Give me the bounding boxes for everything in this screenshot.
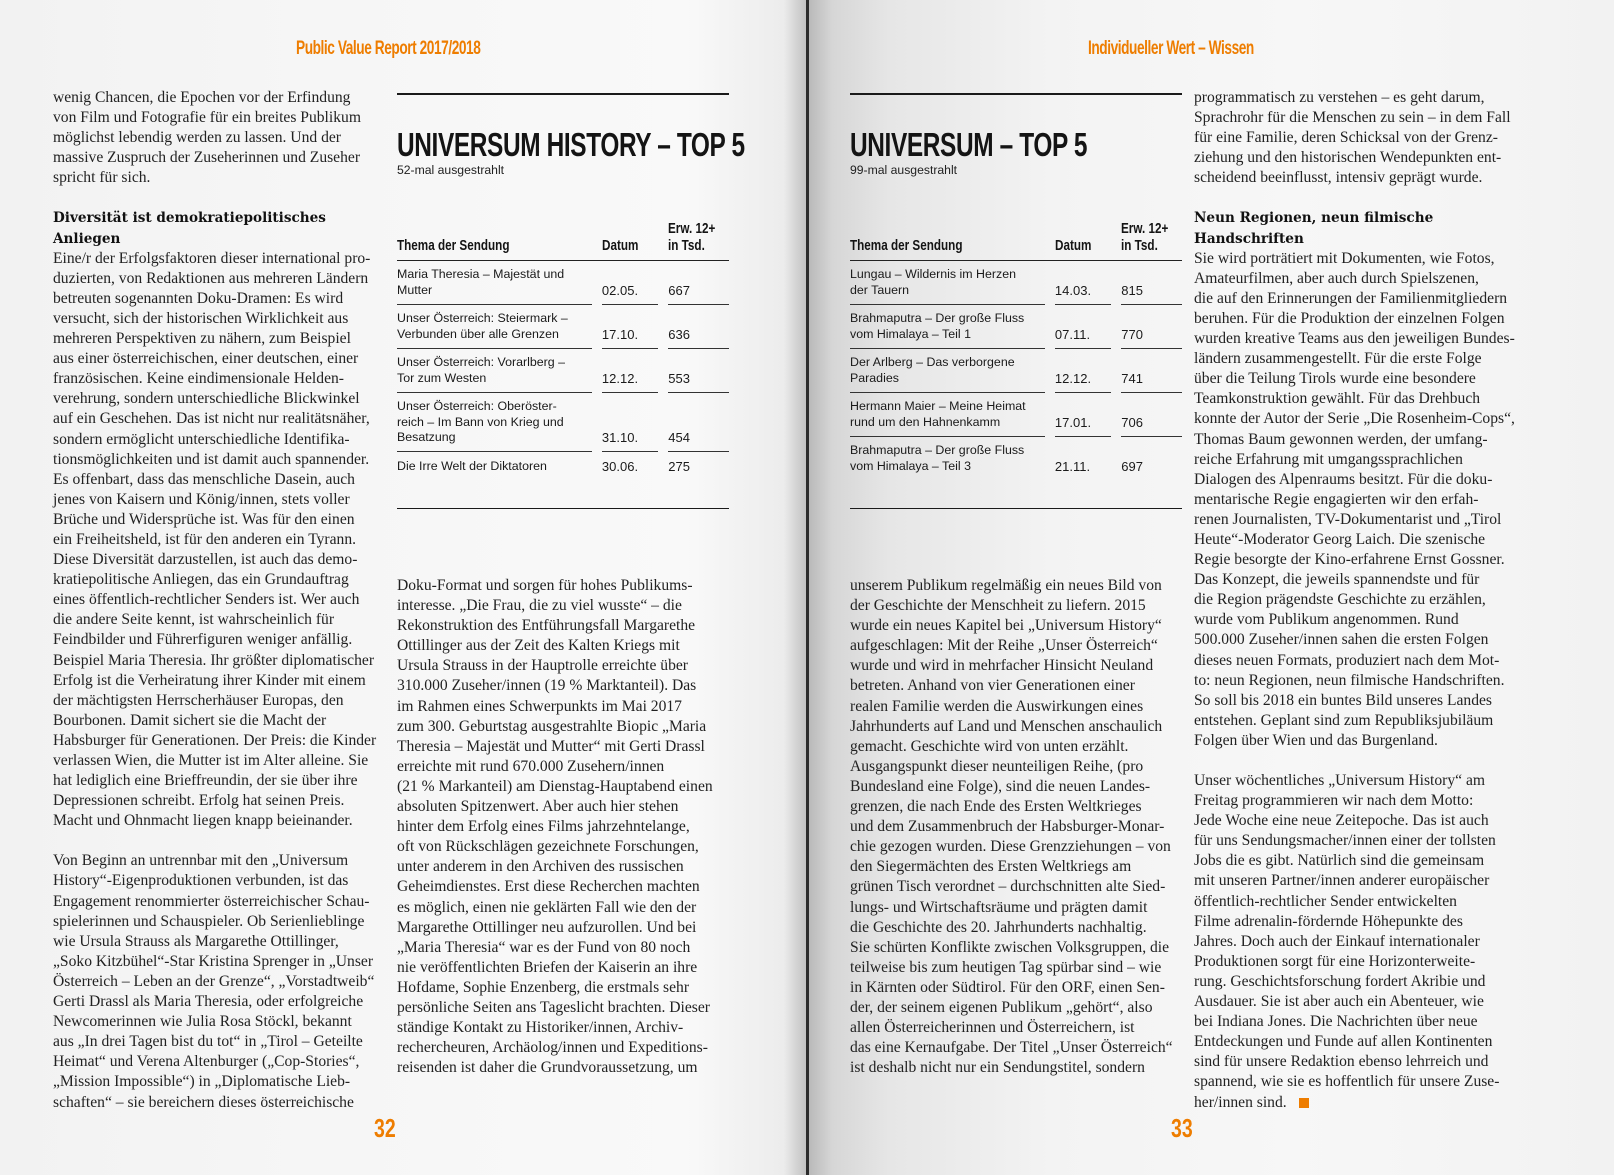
text-line: scheidend beeinflusst, intensiv geprägt wurde. bbox=[1194, 169, 1483, 187]
text-line: Geheimdienstes. Erst diese Recherchen machten bbox=[397, 878, 700, 896]
text-line: bei Indiana Jones. Die Nachrichten über neue bbox=[1194, 1013, 1478, 1031]
text-line: erreichte mit rund 670.000 Zusehern/innen bbox=[397, 757, 665, 775]
text-line: her/innen sind. bbox=[1194, 1093, 1544, 1113]
viewers-thousands: 741 bbox=[1121, 349, 1182, 393]
paragraph bbox=[53, 249, 383, 832]
text-line: nie veröffentlichten Briefen der Kaiserin an ihre bbox=[397, 958, 698, 976]
text-line: Freitag programmieren wir nach dem Motto: bbox=[1194, 792, 1474, 810]
viewers-thousands: 275 bbox=[668, 458, 690, 474]
text-line: Newcomerinnen wie Julia Rosa Stöckl, bekannt bbox=[53, 1013, 352, 1031]
episode-title: Die Irre Welt der Diktatoren bbox=[397, 458, 547, 473]
episode-title: Brahmaputra – Der große Fluss vom Himalaya – Teil 3 bbox=[850, 443, 1025, 473]
text-line: Habsburger für Generationen. Der Preis: die Kinder bbox=[53, 731, 377, 749]
text-line: Ausgangspunkt dieser neunteiligen Reihe, (pro bbox=[850, 757, 1144, 775]
paragraph bbox=[850, 576, 1190, 1078]
text-line: 500.000 Zuseher/innen sahen die ersten Folgen bbox=[1194, 631, 1489, 649]
text-line: Amateurfilmen, aber auch durch Spielszenen, bbox=[1194, 269, 1479, 287]
text-line: lungs- und Wirtschaftsräume und prägten damit bbox=[850, 898, 1148, 916]
broadcast-date: 17.01. bbox=[1055, 393, 1121, 437]
text-line: für uns Sendungsmacher/innen einer der tollsten bbox=[1194, 832, 1496, 850]
viewers-thousands: 815 bbox=[1121, 261, 1182, 305]
text-line: „Maria Theresia“ war es der Fund von 80 noch bbox=[397, 938, 691, 956]
text-line: wurden kreative Teams aus den jeweiligen Bundes- bbox=[1194, 330, 1515, 348]
text-line: persönliche Seiten ans Tageslicht brachten. Dieser bbox=[397, 998, 710, 1016]
section-heading: Neun Regionen, neun filmische Handschriften bbox=[1194, 210, 1434, 247]
text-line: wurde ein neues Kapitel bei „Universum History“ bbox=[850, 617, 1162, 635]
text-line: interesse. „Die Frau, die zu viel wusste“ – die bbox=[397, 597, 682, 615]
text-line: ländern zusammengestellt. Für die erste Folge bbox=[1194, 350, 1482, 368]
text-line: aus „In drei Tagen bist du tot“ in „Tirol – Geteilte bbox=[53, 1033, 363, 1051]
box-rule-bottom bbox=[397, 508, 729, 509]
text-line: mentarische Regie engagierten wir den erfah- bbox=[1194, 490, 1479, 508]
text-line: der mächtigsten Herrscherhäuser Europas, den bbox=[53, 691, 344, 709]
text-line: Entdeckungen und Funde auf allen Kontinenten bbox=[1194, 1033, 1493, 1051]
right-column-2 bbox=[1194, 88, 1544, 1133]
episode-title: Unser Österreich: Oberöster- reich – Im Bann von Krieg und Besatzung bbox=[397, 393, 602, 453]
table-row bbox=[397, 261, 729, 305]
text-line: möglichst lebendig werden zu lassen. Und der bbox=[53, 129, 341, 147]
broadcast-date: 17.10. bbox=[602, 305, 668, 349]
box-rule-top bbox=[397, 93, 729, 95]
text-line: spielerinnen und Schauspieler. Ob Serienlieblinge bbox=[53, 912, 365, 930]
text-line: Jahrhunderts auf Land und Menschen anschaulich bbox=[850, 717, 1163, 735]
episode-title: Hermann Maier – Meine Heimat rund um den Hahnenkamm bbox=[850, 393, 1055, 437]
text-line: Sie wird porträtiert mit Dokumenten, wie Fotos, bbox=[1194, 249, 1495, 267]
text-line: Engagement renommierter österreichischer Schau- bbox=[53, 892, 370, 910]
table-header-row bbox=[397, 220, 729, 261]
text-line: Bundesland eine Folge), sind die neuen Landes- bbox=[850, 777, 1151, 795]
text-line: das eine Kernaufgabe. Der Titel „Unser Österreich“ bbox=[850, 1039, 1173, 1057]
table-row bbox=[397, 453, 729, 482]
text-line: die Geschichte des 20. Jahrhunderts nachhaltig. bbox=[850, 918, 1147, 936]
text-line: von Film und Fotografie für ein breites Publikum bbox=[53, 109, 361, 127]
text-line: auf ein Geschehen. Das ist nicht nur realitätsnäher, bbox=[53, 410, 370, 428]
text-line: absoluten Spitzenwert. Aber auch hier stehen bbox=[397, 798, 679, 816]
text-line: to: neun Regionen, neun filmische Handschriften. bbox=[1194, 671, 1505, 689]
text-line: Jede Woche eine neue Zeitepoche. Das ist auch bbox=[1194, 812, 1489, 830]
text-line: hat lediglich eine Brieffreundin, der sie über ihre bbox=[53, 772, 358, 790]
text-line: französischen. Keine eindimensionale Helden- bbox=[53, 370, 344, 388]
page-number: 32 bbox=[374, 1113, 396, 1143]
column-header-title: Thema der Sendung bbox=[850, 220, 1055, 261]
text-line: Feindbilder und Führerfiguren weniger anfällig. bbox=[53, 631, 353, 649]
right-column-1 bbox=[850, 576, 1190, 1098]
broadcast-date: 12.12. bbox=[1055, 349, 1121, 393]
text-line: es möglich, einen nie geklärten Fall wie den der bbox=[397, 898, 697, 916]
text-line: reiche Erfahrung mit umgangssprachlichen bbox=[1194, 450, 1463, 468]
table-row bbox=[850, 305, 1182, 349]
text-line: Rekonstruktion des Entführungsfall Margarethe bbox=[397, 617, 696, 635]
text-line: Beispiel Maria Theresia. Ihr größter diplomatischer bbox=[53, 651, 375, 669]
text-line: den Siegermächten des Ersten Weltkriegs am bbox=[850, 858, 1132, 876]
text-line: Es offenbart, dass das menschliche Dasein, auch bbox=[53, 470, 355, 488]
box-subtitle: 52-mal ausgestrahlt bbox=[397, 163, 505, 177]
text-line: chie gezogen wurden. Diese Grenzziehungen – von bbox=[850, 838, 1171, 856]
text-line: 310.000 Zuseher/innen (19 % Marktanteil). Das bbox=[397, 677, 697, 695]
top5-box-universum bbox=[850, 93, 1182, 474]
table-row bbox=[850, 349, 1182, 393]
text-line: oft von Rückschlägen gezeichnete Forschungen, bbox=[397, 838, 699, 856]
text-line: der, der seinem eigenen Publikum „gehört“, also bbox=[850, 998, 1153, 1016]
viewers-thousands: 553 bbox=[668, 349, 729, 393]
text-line: betreuten sogenannten Doku-Dramen: Es wird bbox=[53, 289, 344, 307]
text-line: Doku-Format und sorgen für hohes Publikums- bbox=[397, 577, 693, 594]
table-row bbox=[850, 261, 1182, 305]
paragraph bbox=[53, 851, 383, 1112]
viewers-thousands: 697 bbox=[1121, 458, 1143, 474]
text-line: Brüche und Widersprüche ist. Was für den einen bbox=[53, 510, 355, 528]
text-line: mehreren Perspektiven zu nähern, zum Beispiel bbox=[53, 330, 351, 348]
text-line: beruhen. Für die Produktion der einzelnen Folgen bbox=[1194, 309, 1505, 327]
text-line: History“-Eigenproduktionen verbunden, ist das bbox=[53, 872, 349, 890]
top5-table bbox=[397, 220, 729, 481]
text-line: teilweise bis zum heutigen Tag spürbar sind – wie bbox=[850, 958, 1162, 976]
broadcast-date: 21.11. bbox=[1054, 458, 1091, 474]
text-line: Filme adrenalin-fördernde Höhepunkte des bbox=[1194, 912, 1463, 930]
text-line: realen Familie werden die Auswirkungen eines bbox=[850, 697, 1144, 715]
text-line: rechercheuren, Archäolog/innen und Expeditions- bbox=[397, 1039, 708, 1057]
text-line: rung. Geschichtsforschung fordert Akribie und bbox=[1194, 972, 1486, 990]
text-line: verlassen Wien, die Mutter ist im Alter alleine. Sie bbox=[53, 752, 369, 769]
end-of-article-square-icon bbox=[1299, 1098, 1309, 1108]
text-line: Jahres. Doch auch der Einkauf internationaler bbox=[1194, 932, 1480, 950]
text-line: ziehung und den historischen Wendepunkten ent- bbox=[1194, 149, 1502, 167]
text-line: Ausdauer. Sie ist aber auch ein Abenteuer, wie bbox=[1194, 993, 1484, 1011]
text-line: massive Zuspruch der Zuseherinnen und Zuseher bbox=[53, 149, 361, 167]
text-line: Eine/r der Erfolgsfaktoren dieser international pro- bbox=[53, 249, 371, 267]
text-line: wurde vom Publikum angenommen. Rund bbox=[1194, 611, 1459, 629]
text-line: über die Teilung Tirols wurde eine besondere bbox=[1194, 370, 1476, 388]
viewers-thousands: 454 bbox=[668, 393, 729, 453]
text-line: betreten. Anhand von vier Generationen einer bbox=[850, 677, 1135, 695]
text-line: kratiepolitische Anliegen, das ein Grundauftrag bbox=[53, 571, 349, 589]
text-line: konnte der Autor der Serie „Die Rosenheim-Cops“, bbox=[1194, 410, 1515, 428]
text-line: hinter dem Erfolg eines Films jahrzehntelange, bbox=[397, 818, 690, 836]
section-heading: Diversität ist demokratiepolitisches Anliegen bbox=[53, 210, 326, 247]
text-line: Heute“-Moderator Georg Laich. Die szenische bbox=[1194, 530, 1486, 548]
text-line: der Geschichte der Menschheit zu liefern. 2015 bbox=[850, 597, 1146, 615]
text-line: sind für unsere Redaktion ebenso lehrreich und bbox=[1194, 1053, 1489, 1071]
text-line: grenzen, die nach Ende des Ersten Weltkrieges bbox=[850, 798, 1142, 816]
text-line: Macht und Ohnmacht liegen knapp beieinander. bbox=[53, 812, 353, 830]
column-header-date: Datum bbox=[602, 220, 668, 261]
box-subtitle: 99-mal ausgestrahlt bbox=[850, 163, 958, 177]
text-line: Theresia – Majestät und Mutter“ mit Gerti Drassl bbox=[397, 737, 705, 755]
text-line: Von Beginn an untrennbar mit den „Universum bbox=[53, 852, 349, 870]
text-line: Produktionen sorgt für eine Horizonterweite- bbox=[1194, 952, 1476, 970]
text-line: (21 % Markanteil) am Dienstag-Hauptabend einen bbox=[397, 777, 713, 795]
text-line: grünen Tisch verordnet – durchschnitten alte Sied- bbox=[850, 878, 1166, 896]
top5-box-universum-history bbox=[397, 93, 745, 474]
text-line: ein Freiheitsheld, ist für den anderen ein Tyrann. bbox=[53, 530, 357, 548]
text-line: zum 300. Geburtstag ausgestrahlte Biopic „Maria bbox=[397, 717, 707, 735]
text-line: Gerti Drassl als Maria Theresia, oder erfolgreiche bbox=[53, 993, 364, 1011]
text-line: Unser wöchentliches „Universum History“ am bbox=[1194, 772, 1486, 789]
running-head: Individueller Wert – Wissen bbox=[1088, 38, 1254, 59]
page-number: 33 bbox=[1171, 1113, 1193, 1143]
viewers-thousands: 770 bbox=[1121, 305, 1182, 349]
text-line: Folgen über Wien und das Burgenland. bbox=[1194, 731, 1438, 749]
text-line: Das Konzept, die jeweils spannendste und für bbox=[1194, 571, 1480, 589]
table-header-row bbox=[850, 220, 1182, 261]
text-line: versucht, sich der historischen Wirklichkeit aus bbox=[53, 309, 349, 327]
text-line: verehrung, sondern unterschiedliche Blickwinkel bbox=[53, 390, 360, 408]
text-line: Ottillinger aus der Zeit des Kalten Kriegs mit bbox=[397, 637, 680, 655]
viewers-thousands: 667 bbox=[668, 261, 729, 305]
box-rule-top bbox=[850, 93, 1182, 95]
text-line: Diese Diversität darzustellen, ist auch das demo- bbox=[53, 551, 358, 569]
text-line: Sprachrohr für die Menschen zu sein – in dem Fall bbox=[1194, 109, 1511, 127]
right-page bbox=[808, 0, 1614, 1175]
paragraph bbox=[1194, 88, 1544, 188]
broadcast-date: 30.06. bbox=[601, 458, 639, 474]
text-line: Jobs die es gibt. Natürlich sind die gemeinsam bbox=[1194, 852, 1485, 870]
table-row bbox=[397, 393, 729, 453]
paragraph bbox=[1194, 249, 1544, 751]
episode-title: Lungau – Wildernis im Herzen der Tauern bbox=[850, 261, 1055, 305]
paragraph bbox=[53, 88, 383, 188]
viewers-thousands: 636 bbox=[668, 305, 729, 349]
text-line: unserem Publikum regelmäßig ein neues Bild von bbox=[850, 577, 1162, 594]
book-spine bbox=[806, 0, 809, 1175]
box-title: UNIVERSUM – TOP 5 bbox=[850, 126, 1088, 163]
text-line: Hofdame, Sophie Enzenberg, die erstmals sehr bbox=[397, 978, 690, 996]
text-line: programmatisch zu verstehen – es geht darum, bbox=[1194, 89, 1485, 106]
text-line: duzierten, von Redaktionen aus mehreren Ländern bbox=[53, 269, 369, 287]
text-line: Erfolg ist die Verheiratung ihrer Kinder mit einem bbox=[53, 671, 366, 689]
column-header-viewers: Erw. 12+ in Tsd. bbox=[1121, 220, 1182, 261]
text-line: wie Ursula Strauss als Margarethe Ottillinger, bbox=[53, 932, 339, 950]
table-row bbox=[850, 437, 1182, 481]
text-line: wurde und wird in mehrfacher Hinsicht Neuland bbox=[850, 657, 1154, 675]
left-column-2 bbox=[397, 576, 737, 1098]
text-line: „Mission Impossible“) in „Diplomatische Lieb- bbox=[53, 1073, 351, 1091]
episode-title: Der Arlberg – Das verborgene Paradies bbox=[850, 349, 1055, 393]
text-line: aufgeschlagen: Mit der Reihe „Unser Österreich“ bbox=[850, 637, 1158, 655]
broadcast-date: 12.12. bbox=[602, 349, 668, 393]
episode-title: Unser Österreich: Steiermark – Verbunden über alle Grenzen bbox=[397, 305, 602, 349]
text-line: spricht für sich. bbox=[53, 169, 151, 187]
text-line: für eine Familie, deren Schicksal von der Grenz- bbox=[1194, 129, 1498, 147]
text-line: dieses neuen Formats, produziert nach dem Mot- bbox=[1194, 651, 1500, 669]
text-line: öffentlich-rechtlicher Sender entwickelten bbox=[1194, 892, 1457, 910]
episode-title: Unser Österreich: Vorarlberg – Tor zum Westen bbox=[397, 349, 602, 393]
text-line: aus einer österreichischen, einer deutschen, einer bbox=[53, 350, 359, 368]
box-title: UNIVERSUM HISTORY – TOP 5 bbox=[397, 126, 745, 163]
table-row bbox=[850, 393, 1182, 437]
paragraph bbox=[1194, 771, 1544, 1113]
text-line: die Region prägendste Geschichte zu erzählen, bbox=[1194, 591, 1486, 609]
table-row bbox=[397, 305, 729, 349]
text-line: spannend, wie sie es hoffentlich für unsere Zuse- bbox=[1194, 1073, 1500, 1091]
top5-table bbox=[850, 220, 1182, 481]
paragraph bbox=[397, 576, 737, 1078]
text-line: renen Journalisten, TV-Dokumentarist und „Tirol bbox=[1194, 510, 1502, 528]
text-line: So soll bis 2018 ein buntes Bild unseres Landes bbox=[1194, 691, 1492, 709]
text-line: im Rahmen eines Schwerpunkts im Mai 2017 bbox=[397, 697, 682, 715]
text-line: Depressionen schreibt. Erfolg hat seinen Preis. bbox=[53, 792, 345, 810]
text-line: unter anderem in den Archiven des russischen bbox=[397, 858, 684, 876]
text-line: die auf den Erinnerungen der Familienmitgliedern bbox=[1194, 289, 1508, 307]
text-line: Margarethe Ottillinger neu aufzurollen. Und bei bbox=[397, 918, 697, 936]
column-header-viewers: Erw. 12+ in Tsd. bbox=[668, 220, 729, 261]
text-line: sondern ermöglicht unterschiedliche Identifika- bbox=[53, 430, 350, 448]
text-line: Bourbonen. Damit sichert sie die Macht der bbox=[53, 711, 327, 729]
text-line: eines öffentlich-rechtlicher Senders ist. Wer auch bbox=[53, 591, 360, 609]
text-line: wenig Chancen, die Epochen vor der Erfindung bbox=[53, 89, 351, 106]
column-header-title: Thema der Sendung bbox=[397, 220, 602, 261]
text-line: jenes von Kaisern und König/innen, stets voller bbox=[53, 490, 350, 508]
text-line: schaften“ – sie bereichern dieses österreichische bbox=[53, 1093, 354, 1111]
text-line: Sie schürten Konflikte zwischen Volksgruppen, die bbox=[850, 938, 1170, 956]
text-line: ständige Kontakt zu Historiker/innen, Archiv- bbox=[397, 1019, 684, 1037]
text-line: „Soko Kitzbühel“-Star Kristina Sprenger in „Unser bbox=[53, 952, 374, 970]
text-line: tionsmöglichkeiten und ist damit auch spannender. bbox=[53, 450, 370, 468]
broadcast-date: 14.03. bbox=[1055, 261, 1121, 305]
text-line: Teamkonstruktion gewählt. Für das Drehbuch bbox=[1194, 390, 1481, 408]
text-line: Österreich – Leben an der Grenze“, „Vorstadtweib“ bbox=[53, 972, 375, 990]
broadcast-date: 02.05. bbox=[602, 261, 668, 305]
text-line: Regie besorgte der Kino-erfahrene Ernst Gossner. bbox=[1194, 551, 1505, 569]
text-line: entstehen. Geplant sind zum Republiksjubiläum bbox=[1194, 711, 1494, 729]
episode-title: Maria Theresia – Majestät und Mutter bbox=[397, 261, 602, 305]
running-head: Public Value Report 2017/2018 bbox=[296, 38, 481, 59]
viewers-thousands: 706 bbox=[1121, 393, 1182, 437]
text-line: die andere Seite kennt, ist wahrscheinlich für bbox=[53, 611, 335, 629]
left-column-1 bbox=[53, 88, 383, 1133]
text-line: ist deshalb nicht nur ein Sendungstitel, sondern bbox=[850, 1059, 1145, 1077]
column-header-date: Datum bbox=[1055, 220, 1121, 261]
text-line: in Kärnten oder Südtirol. Für den ORF, einen Sen- bbox=[850, 978, 1165, 996]
table-row bbox=[397, 349, 729, 393]
box-rule-bottom bbox=[850, 508, 1182, 509]
text-line: und dem Zusammenbruch der Habsburger-Monar- bbox=[850, 818, 1165, 836]
text-line: allen Österreicherinnen und Österreichern, ist bbox=[850, 1019, 1135, 1037]
text-line: mit unseren Partner/innen anderer europäischer bbox=[1194, 872, 1490, 890]
text-line: Heimat“ und Verena Altenburger („Cop-Stories“, bbox=[53, 1053, 360, 1071]
broadcast-date: 07.11. bbox=[1055, 305, 1121, 349]
text-line: Thomas Baum gewonnen werden, der umfang- bbox=[1194, 430, 1488, 448]
text-line: Dialogen des Alpenraums besitzt. Für die doku- bbox=[1194, 470, 1493, 488]
text-line: gemacht. Geschichte wird von unten erzählt. bbox=[850, 737, 1129, 755]
text-line: reisenden ist daher die Grundvoraussetzung, um bbox=[397, 1059, 698, 1077]
broadcast-date: 31.10. bbox=[602, 393, 668, 453]
text-line: Ursula Strauss in der Hauptrolle erreichte über bbox=[397, 657, 688, 675]
episode-title: Brahmaputra – Der große Fluss vom Himalaya – Teil 1 bbox=[850, 305, 1055, 349]
